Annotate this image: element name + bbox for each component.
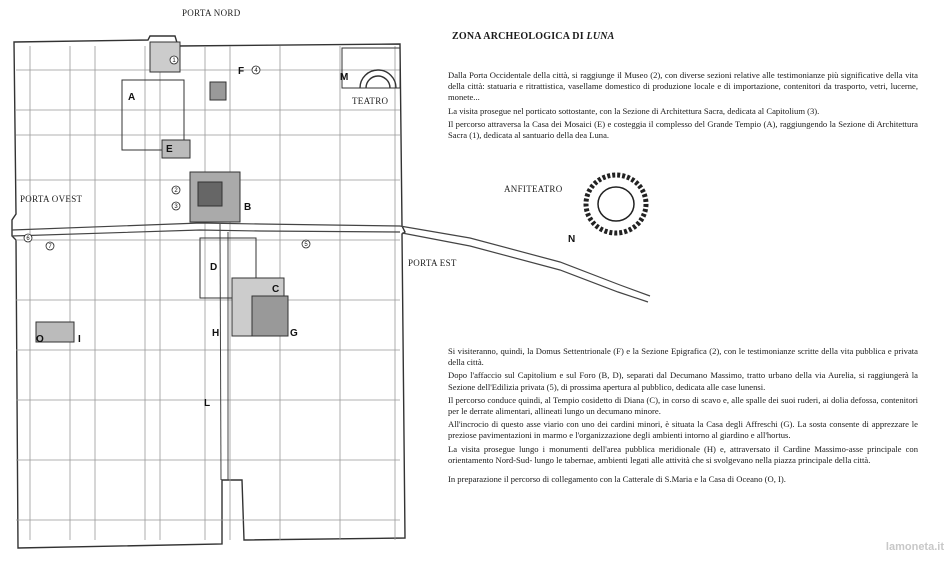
house-F [210,82,226,100]
tour-text [448,346,918,487]
zone-label-F: F [238,66,245,77]
zone-label-G: G [290,328,298,339]
intro-paragraph: La visita prosegue nel porticato sottostante, con la Sezione di Architettura Sacra, dedicata al Capitolium (3). [448,105,820,116]
tour-paragraph: In preparazione il percorso di collegamento con la Catterale di S.Maria e la Casa di Oceano (O, I). [448,474,786,485]
tour-paragraph: Dopo l'affaccio sul Capitolium e sul Foro (B, D), separati dal Decumano Massimo, tratto urbano della via Aurelia, si raggiungerà la Sezione dell'Edilizia privata (5), di prossima apertura al pubblico, dedicata alle case lunensi. [448,370,918,392]
stop-number-2: 2 [174,188,178,194]
zone-label-B: B [244,202,252,213]
house-G [252,296,288,336]
zone-label-E: E [166,144,173,155]
intro-paragraph: Il percorso attraversa la Casa dei Mosaici (E) e costeggia il complesso del Grande Tempio (A), raggiungendo la Sezione di Architettura Sacra (1), dedicata al santuario della dea Luna. [448,118,918,141]
zone-label-H: H [212,328,220,339]
stop-number-7: 7 [48,244,52,250]
zone-label-O: O [36,334,44,345]
capitolium-cella [198,182,222,206]
page-title [452,31,615,42]
site-map [0,0,457,561]
tour-paragraph: Il percorso conduce quindi, al Tempio cosidetto di Diana (C), in corso di scavo e, alle spalle dei suoi ruderi, ai dolia defossa, contenitori per le derrate alimentari, allineati lungo un decumano minore. [448,394,918,417]
stop-number-5: 5 [304,242,308,248]
zone-label-M: M [340,72,349,83]
theatre-cavea [360,70,396,88]
stop-number-1: 1 [172,58,176,64]
amphitheatre-outer [586,175,646,233]
tour-paragraph: All'incrocio di questo asse viario con uno dei cardini minori, è situata la Casa degli Affreschi (G). La sosta consente di apprezzare le preziose pavimentazioni in marmo e l'organizzazione degli ambienti intorno al giardino e all'hortus. [448,419,918,441]
amphitheatre-graphic [500,160,670,250]
zone-label-C: C [272,284,280,295]
zone-label-D: D [210,262,218,273]
amphitheatre-arena [598,187,634,221]
theatre-label: TEATRO [352,96,389,106]
title-italic: LUNA [586,31,615,42]
tour-paragraph: Si visiteranno, quindi, la Domus Settentrionale (F) e la Sezione Epigrafica (2), con le testimonianze scritte della vita pubblica e privata della città. [448,346,918,368]
intro-paragraph: Dalla Porta Occidentale della città, si raggiunge il Museo (2), con diverse sezioni relative alle testimonianze più significative della vita della città: statuaria e ritrattistica, vasellame domestico di produzione locale e di importazione, contenitori da trasporto, vetri, lucerne, monete... [448,70,918,103]
zone-label-L: L [204,398,211,409]
theatre-M [342,48,400,88]
amphitheatre-label: ANFITEATRO [504,184,563,194]
zone-label-I: I [78,334,81,345]
intro-text [448,70,918,143]
compass-north: N [568,234,576,245]
gate-north-label: PORTA NORD [182,8,241,18]
theatre-cavea-inner [366,76,390,88]
city-wall [12,36,405,548]
stop-number-3: 3 [174,204,178,210]
gate-west-label: PORTA OVEST [20,194,83,204]
cardo-maximus [220,224,221,480]
tour-paragraph: La visita prosegue lungo i monumenti dell'area pubblica meridionale (H) e, attraversato il Cardine Massimo-asse principale con orientamento Nord-Sud- lungo le tabernae, ambienti legati alle attività che si svolgevano nella piazza principale della città. [448,443,918,465]
watermark: lamoneta.it [885,541,944,553]
gate-east-label: PORTA EST [408,258,457,268]
title-main: ZONA ARCHEOLOGICA DI [452,31,584,42]
zone-label-A: A [128,92,136,103]
stop-number-4: 4 [254,68,258,74]
stop-number-6: 6 [26,236,30,242]
street-grid [16,46,400,540]
